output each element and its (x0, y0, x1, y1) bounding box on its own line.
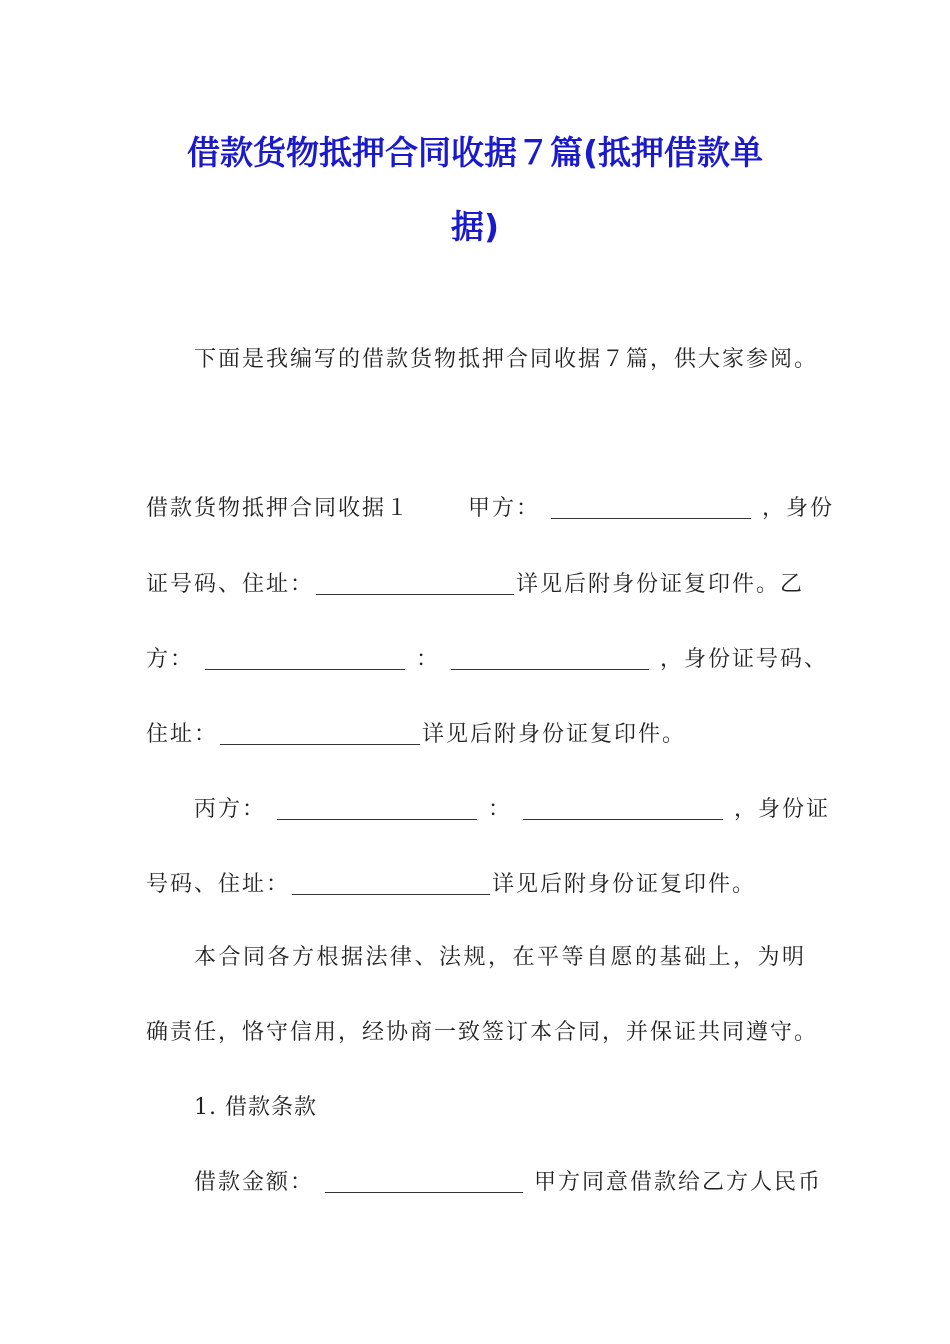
party-a-label: 甲方： (468, 496, 541, 521)
text-fragment: ： (416, 647, 441, 672)
body-line-1 (146, 494, 835, 524)
text-fragment: 住址： (146, 722, 219, 747)
party-c-name-blank[interactable] (277, 797, 477, 820)
body-line-2 (146, 570, 806, 600)
party-a-address-blank[interactable] (316, 572, 514, 595)
party-c-address-blank[interactable] (292, 872, 490, 895)
document-title-line-2: 据) (450, 207, 500, 246)
text-fragment: ，身份 (762, 496, 835, 521)
party-b-representative-blank[interactable] (451, 647, 649, 670)
party-b-address-blank[interactable] (220, 722, 420, 745)
text-fragment: ： (488, 797, 513, 822)
body-line-6 (146, 870, 806, 900)
loan-amount-label: 借款金额： (194, 1170, 315, 1195)
body-line-10 (194, 1168, 823, 1198)
text-fragment: 号码、住址： (146, 872, 291, 897)
party-c-label: 丙方： (194, 797, 267, 822)
text-fragment: ，身份证 (734, 797, 831, 822)
body-line-5 (194, 795, 831, 825)
body-line-4 (146, 720, 806, 750)
text-fragment: 证号码、住址： (146, 572, 315, 597)
body-line-7: 本合同各方根据法律、法规，在平等自愿的基础上，为明 (194, 945, 806, 970)
clause-heading-1: 1. 借款条款 (194, 1095, 317, 1120)
text-fragment: 详见后附身份证复印件。 (492, 872, 757, 897)
text-fragment: 详见后附身份证复印件。 (422, 722, 687, 747)
body-line-3 (146, 645, 829, 675)
party-a-name-blank[interactable] (551, 496, 751, 519)
text-fragment: 甲方同意借款给乙方人民币 (534, 1170, 823, 1195)
party-b-label: 方： (146, 647, 195, 672)
section-heading: 借款货物抵押合同收据１ (146, 496, 411, 521)
loan-amount-blank[interactable] (325, 1170, 523, 1193)
party-b-name-blank[interactable] (205, 647, 405, 670)
text-fragment: 详见后附身份证复印件。乙 (516, 572, 805, 597)
text-fragment: ，身份证号码、 (660, 647, 829, 672)
intro-paragraph: 下面是我编写的借款货物抵押合同收据７篇，供大家参阅。 (194, 347, 819, 372)
party-c-representative-blank[interactable] (523, 797, 723, 820)
body-line-8: 确责任，恪守信用，经协商一致签订本合同，并保证共同遵守。 (146, 1020, 819, 1045)
document-title-line-1: 借款货物抵押合同收据７篇(抵押借款单 (186, 133, 764, 172)
